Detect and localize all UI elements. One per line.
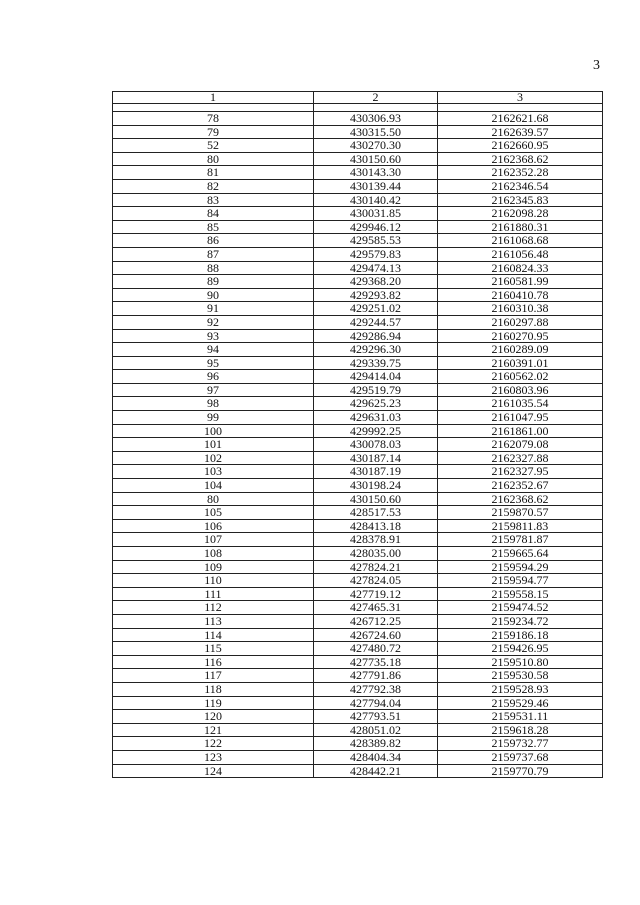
point-number-cell: 95 (113, 356, 314, 370)
x-coordinate-cell: 430198.24 (314, 479, 438, 493)
point-number-cell: 102 (113, 451, 314, 465)
x-coordinate-cell: 430143.30 (314, 166, 438, 180)
point-number-cell: 79 (113, 125, 314, 139)
point-number-cell: 115 (113, 642, 314, 656)
x-coordinate-cell: 427824.05 (314, 574, 438, 588)
point-number-cell: 108 (113, 547, 314, 561)
point-number-cell: 118 (113, 682, 314, 696)
table-row (113, 547, 603, 561)
point-number-cell: 89 (113, 275, 314, 289)
x-coordinate-cell: 428378.91 (314, 533, 438, 547)
point-number-cell: 84 (113, 207, 314, 221)
point-number-cell: 103 (113, 465, 314, 479)
y-coordinate-cell: 2159530.58 (438, 669, 603, 683)
point-number-cell: 117 (113, 669, 314, 683)
point-number-cell: 120 (113, 710, 314, 724)
table-row (113, 764, 603, 778)
table-row (113, 411, 603, 425)
x-coordinate-cell: 429474.13 (314, 261, 438, 275)
point-number-cell: 111 (113, 587, 314, 601)
y-coordinate-cell: 2159594.29 (438, 560, 603, 574)
table-row (113, 669, 603, 683)
y-coordinate-cell: 2160562.02 (438, 370, 603, 384)
y-coordinate-cell: 2162368.62 (438, 152, 603, 166)
x-coordinate-cell: 426712.25 (314, 614, 438, 628)
point-number-cell: 80 (113, 492, 314, 506)
x-coordinate-cell: 430140.42 (314, 193, 438, 207)
y-coordinate-cell: 2159234.72 (438, 614, 603, 628)
x-coordinate-cell: 430150.60 (314, 152, 438, 166)
point-number-cell: 109 (113, 560, 314, 574)
point-number-cell: 92 (113, 315, 314, 329)
y-coordinate-cell: 2162368.62 (438, 492, 603, 506)
table-row (113, 329, 603, 343)
point-number-cell: 116 (113, 655, 314, 669)
table-row (113, 737, 603, 751)
y-coordinate-cell: 2160289.09 (438, 343, 603, 357)
point-number-cell: 106 (113, 519, 314, 533)
point-number-cell: 100 (113, 424, 314, 438)
y-coordinate-cell: 2160824.33 (438, 261, 603, 275)
y-coordinate-cell: 2161047.95 (438, 411, 603, 425)
x-coordinate-cell: 429579.83 (314, 247, 438, 261)
table-row (113, 193, 603, 207)
table-body (113, 104, 603, 778)
table-row (113, 139, 603, 153)
point-number-cell: 123 (113, 750, 314, 764)
point-number-cell: 93 (113, 329, 314, 343)
y-coordinate-cell: 2160581.99 (438, 275, 603, 289)
point-number-cell: 105 (113, 506, 314, 520)
table-row (113, 424, 603, 438)
table-row (113, 152, 603, 166)
x-coordinate-cell: 429368.20 (314, 275, 438, 289)
table-row (113, 682, 603, 696)
table-row (113, 166, 603, 180)
table-row (113, 220, 603, 234)
y-coordinate-cell: 2161068.68 (438, 234, 603, 248)
table-row (113, 315, 603, 329)
y-coordinate-cell: 2159474.52 (438, 601, 603, 615)
point-number-cell: 85 (113, 220, 314, 234)
point-number-cell: 96 (113, 370, 314, 384)
table-row (113, 383, 603, 397)
point-number-cell: 114 (113, 628, 314, 642)
table-row (113, 397, 603, 411)
x-coordinate-cell: 427791.86 (314, 669, 438, 683)
y-coordinate-cell: 2159811.83 (438, 519, 603, 533)
table-row (113, 614, 603, 628)
x-coordinate-cell: 430315.50 (314, 125, 438, 139)
x-coordinate-cell: 430139.44 (314, 179, 438, 193)
table-row (113, 207, 603, 221)
x-coordinate-cell: 429585.53 (314, 234, 438, 248)
x-coordinate-cell: 429414.04 (314, 370, 438, 384)
x-coordinate-cell: 430078.03 (314, 438, 438, 452)
column-header-2: 2 (314, 92, 438, 104)
y-coordinate-cell: 2160310.38 (438, 302, 603, 316)
y-coordinate-cell: 2162621.68 (438, 112, 603, 126)
x-coordinate-cell: 427824.21 (314, 560, 438, 574)
x-coordinate-cell: 429519.79 (314, 383, 438, 397)
y-coordinate-cell: 2162327.95 (438, 465, 603, 479)
x-coordinate-cell: 429625.23 (314, 397, 438, 411)
point-number-cell: 78 (113, 112, 314, 126)
point-number-cell: 110 (113, 574, 314, 588)
y-coordinate-cell: 2162346.54 (438, 179, 603, 193)
y-coordinate-cell: 2160297.88 (438, 315, 603, 329)
x-coordinate-cell: 428035.00 (314, 547, 438, 561)
column-header-1: 1 (113, 92, 314, 104)
y-coordinate-cell: 2161056.48 (438, 247, 603, 261)
point-number-cell: 80 (113, 152, 314, 166)
x-coordinate-cell: 428442.21 (314, 764, 438, 778)
y-coordinate-cell: 2162639.57 (438, 125, 603, 139)
point-number-cell: 94 (113, 343, 314, 357)
point-number-cell: 81 (113, 166, 314, 180)
y-coordinate-cell: 2159770.79 (438, 764, 603, 778)
x-coordinate-cell: 429251.02 (314, 302, 438, 316)
point-number-cell: 88 (113, 261, 314, 275)
point-number-cell: 124 (113, 764, 314, 778)
y-coordinate-cell: 2159870.57 (438, 506, 603, 520)
x-coordinate-cell: 430306.93 (314, 112, 438, 126)
point-number-cell: 121 (113, 723, 314, 737)
x-coordinate-cell: 430270.30 (314, 139, 438, 153)
x-coordinate-cell: 428517.53 (314, 506, 438, 520)
y-coordinate-cell: 2160391.01 (438, 356, 603, 370)
table-row (113, 370, 603, 384)
y-coordinate-cell: 2162098.28 (438, 207, 603, 221)
x-coordinate-cell: 429293.82 (314, 288, 438, 302)
table-row (113, 343, 603, 357)
table-row (113, 519, 603, 533)
point-number-cell: 97 (113, 383, 314, 397)
y-coordinate-cell: 2160270.95 (438, 329, 603, 343)
x-coordinate-cell: 429339.75 (314, 356, 438, 370)
x-coordinate-cell: 427792.38 (314, 682, 438, 696)
y-coordinate-cell: 2159732.77 (438, 737, 603, 751)
x-coordinate-cell: 429992.25 (314, 424, 438, 438)
x-coordinate-cell: 429946.12 (314, 220, 438, 234)
table-row (113, 601, 603, 615)
y-coordinate-cell: 2159531.11 (438, 710, 603, 724)
x-coordinate-cell: 426724.60 (314, 628, 438, 642)
point-number-cell: 87 (113, 247, 314, 261)
point-number-cell: 98 (113, 397, 314, 411)
x-coordinate-cell: 429286.94 (314, 329, 438, 343)
coordinates-table (112, 91, 603, 778)
table-row (113, 492, 603, 506)
x-coordinate-cell: 428413.18 (314, 519, 438, 533)
point-number-cell: 90 (113, 288, 314, 302)
table-row (113, 451, 603, 465)
x-coordinate-cell: 428389.82 (314, 737, 438, 751)
table-row (113, 696, 603, 710)
point-number-cell: 119 (113, 696, 314, 710)
table-row (113, 275, 603, 289)
x-coordinate-cell: 430187.14 (314, 451, 438, 465)
table-row (113, 710, 603, 724)
point-number-cell: 99 (113, 411, 314, 425)
point-number-cell: 107 (113, 533, 314, 547)
table-row (113, 438, 603, 452)
y-coordinate-cell: 2162352.67 (438, 479, 603, 493)
table-row (113, 506, 603, 520)
table-row (113, 356, 603, 370)
y-coordinate-cell: 2160410.78 (438, 288, 603, 302)
x-coordinate-cell: 427719.12 (314, 587, 438, 601)
x-coordinate-cell: 427793.51 (314, 710, 438, 724)
header-row (113, 92, 603, 104)
y-coordinate-cell: 2159618.28 (438, 723, 603, 737)
table-row (113, 479, 603, 493)
y-coordinate-cell: 2159426.95 (438, 642, 603, 656)
x-coordinate-cell: 429631.03 (314, 411, 438, 425)
y-coordinate-cell: 2159665.64 (438, 547, 603, 561)
y-coordinate-cell: 2159737.68 (438, 750, 603, 764)
y-coordinate-cell: 2159594.77 (438, 574, 603, 588)
y-coordinate-cell: 2160803.96 (438, 383, 603, 397)
table-row (113, 723, 603, 737)
table-row (113, 587, 603, 601)
table-row (113, 560, 603, 574)
y-coordinate-cell: 2159510.80 (438, 655, 603, 669)
x-coordinate-cell: 427794.04 (314, 696, 438, 710)
table-row (113, 574, 603, 588)
page-number: 3 (593, 58, 600, 73)
y-coordinate-cell: 2159186.18 (438, 628, 603, 642)
x-coordinate-cell: 430187.19 (314, 465, 438, 479)
y-coordinate-cell: 2159558.15 (438, 587, 603, 601)
table-row (113, 112, 603, 126)
table-row (113, 234, 603, 248)
point-number-cell: 104 (113, 479, 314, 493)
y-coordinate-cell: 2162079.08 (438, 438, 603, 452)
y-coordinate-cell: 2162327.88 (438, 451, 603, 465)
y-coordinate-cell: 2159529.46 (438, 696, 603, 710)
y-coordinate-cell: 2162660.95 (438, 139, 603, 153)
table-row (113, 288, 603, 302)
table-row (113, 261, 603, 275)
point-number-cell: 52 (113, 139, 314, 153)
table-row (113, 750, 603, 764)
point-number-cell: 113 (113, 614, 314, 628)
table-row (113, 628, 603, 642)
x-coordinate-cell: 429296.30 (314, 343, 438, 357)
x-coordinate-cell: 428404.34 (314, 750, 438, 764)
y-coordinate-cell: 2162352.28 (438, 166, 603, 180)
point-number-cell: 86 (113, 234, 314, 248)
y-coordinate-cell: 2161861.00 (438, 424, 603, 438)
x-coordinate-cell: 427735.18 (314, 655, 438, 669)
table-row (113, 302, 603, 316)
point-number-cell: 112 (113, 601, 314, 615)
table-row (113, 642, 603, 656)
x-coordinate-cell: 430150.60 (314, 492, 438, 506)
x-coordinate-cell: 427465.31 (314, 601, 438, 615)
y-coordinate-cell: 2159781.87 (438, 533, 603, 547)
x-coordinate-cell: 430031.85 (314, 207, 438, 221)
y-coordinate-cell: 2161880.31 (438, 220, 603, 234)
point-number-cell: 83 (113, 193, 314, 207)
column-header-3: 3 (438, 92, 603, 104)
table-row (113, 655, 603, 669)
point-number-cell: 91 (113, 302, 314, 316)
table-row (113, 533, 603, 547)
point-number-cell: 101 (113, 438, 314, 452)
y-coordinate-cell: 2161035.54 (438, 397, 603, 411)
table-row (113, 247, 603, 261)
table-row (113, 179, 603, 193)
point-number-cell: 82 (113, 179, 314, 193)
x-coordinate-cell: 429244.57 (314, 315, 438, 329)
table-row (113, 465, 603, 479)
y-coordinate-cell: 2162345.83 (438, 193, 603, 207)
y-coordinate-cell: 2159528.93 (438, 682, 603, 696)
table-row (113, 125, 603, 139)
point-number-cell: 122 (113, 737, 314, 751)
x-coordinate-cell: 428051.02 (314, 723, 438, 737)
x-coordinate-cell: 427480.72 (314, 642, 438, 656)
